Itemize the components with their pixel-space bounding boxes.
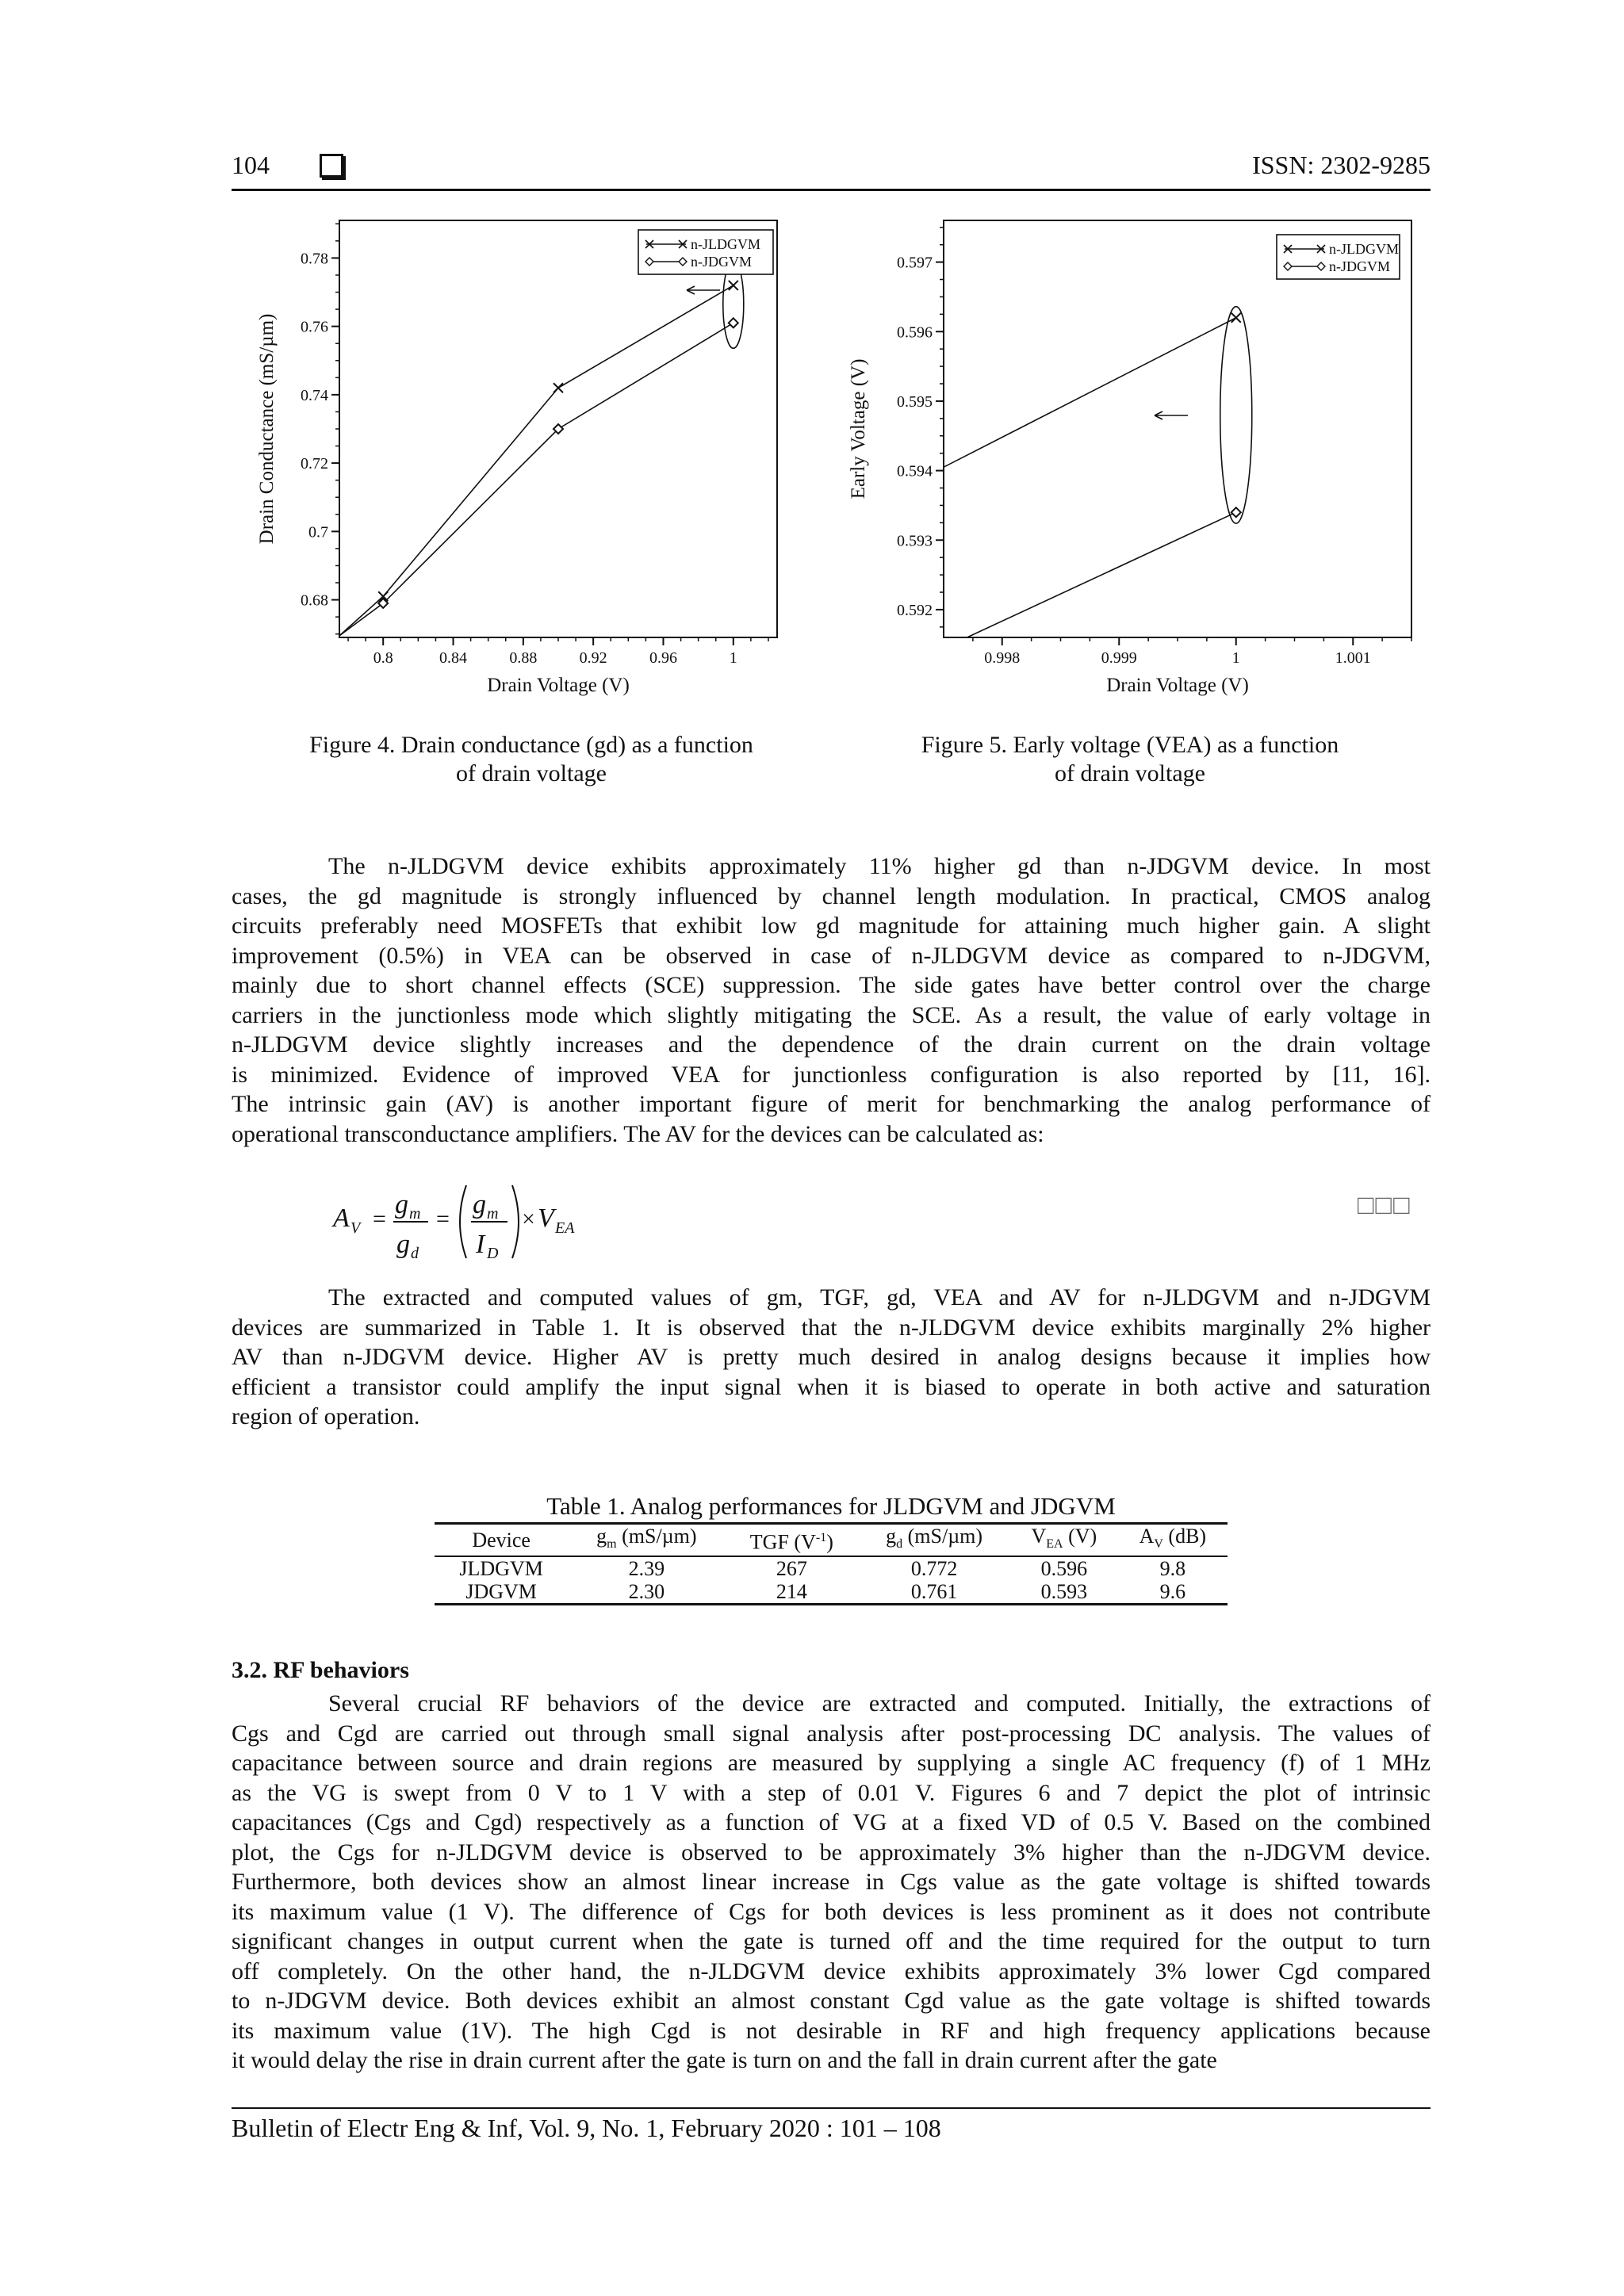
x-tick-label: 0.999	[1101, 649, 1137, 667]
plot-area	[339, 260, 744, 636]
svg-text:D: D	[487, 1245, 499, 1262]
svg-text:=: =	[373, 1206, 386, 1232]
figure-4-caption: Figure 4. Drain conductance (gd) as a function of drain voltage	[309, 732, 753, 786]
svg-text:g: g	[395, 1190, 408, 1219]
table-cell: JDGVM	[435, 1580, 568, 1605]
legend-label: n-JLDGVM	[691, 236, 760, 252]
y-tick-label: 0.593	[897, 532, 933, 550]
table-cell: 0.593	[1010, 1580, 1118, 1605]
x-tick-label: 0.88	[509, 649, 538, 667]
text-line: circuits preferably need MOSFETs that exhibit low gd magnitude for attaining much higher gain. A slight	[232, 913, 1431, 939]
header-vea: $V_{EA}$ (V)	[1010, 1524, 1118, 1557]
plot-area	[944, 307, 1252, 637]
table-cell: 0.772	[910, 1557, 958, 1581]
y-tick-label: 0.78	[301, 250, 328, 268]
text-line: efficient a transistor could amplify the input signal when it is biased to operate in both active and saturation	[232, 1373, 1431, 1400]
table-header-row	[435, 1524, 1228, 1557]
footer-rule	[232, 2107, 1431, 2109]
text-line: capacitances (Cgs and Cgd) respectively as a function of VG at a fixed VD of 0.5 V. Based on the combined	[232, 1809, 1431, 1835]
x-tick-label: 0.84	[439, 649, 468, 667]
series-line-n-JDGVM	[967, 512, 1236, 637]
header-tgf: TGF $(V^{-1})$	[725, 1524, 858, 1557]
y-tick-label: 0.595	[897, 392, 933, 411]
highlight-ellipse	[1220, 307, 1252, 523]
x-tick-label: 1	[729, 649, 737, 667]
table-cell: JLDGVM	[459, 1557, 543, 1581]
table-cell: 267	[776, 1557, 807, 1581]
point-x-marker	[729, 281, 738, 290]
x-axis-label: Drain Voltage (V)	[1106, 675, 1249, 696]
table-1	[435, 1522, 1228, 1605]
table-cell: 214	[725, 1580, 858, 1605]
equation-av	[317, 1169, 634, 1272]
text-line: Cgs and Cgd are carried out through small signal analysis after post-processing DC analysis. The values of	[232, 1720, 1431, 1747]
y-tick-label: 0.596	[897, 323, 933, 342]
svg-text:m: m	[487, 1205, 499, 1223]
table-cell: 9.8	[1159, 1557, 1186, 1581]
svg-text:×: ×	[522, 1206, 535, 1232]
svg-text:d: d	[411, 1245, 419, 1262]
text-line: The n-JLDGVM device exhibits approximately 11% higher gd than n-JDGVM device. In most	[328, 853, 1431, 879]
y-tick-label: 0.7	[308, 523, 328, 541]
svg-text:V: V	[538, 1203, 554, 1233]
text-line: is minimized. Evidence of improved VEA for junctionless configuration is also reported by [11, 16].	[232, 1061, 1431, 1088]
svg-text:g: g	[396, 1230, 410, 1259]
paragraph-2	[232, 1283, 1431, 1432]
text-line: significant changes in output current when the gate is turned off and the time required for the output to turn	[232, 1928, 1431, 1954]
text-line: devices are summarized in Table 1. It is observed that the n-JLDGVM device exhibits marginally 2% higher	[232, 1314, 1431, 1341]
text-line: mainly due to short channel effects (SCE) suppression. The side gates have better control over the charge	[232, 972, 1431, 998]
svg-text:A: A	[333, 1203, 350, 1233]
y-axis-label: Drain Conductance (mS/µm)	[256, 313, 278, 545]
left-arrow-annotation	[687, 286, 720, 294]
table-cell: 0.761	[858, 1580, 1010, 1605]
text-line: AV than n-JDGVM device. Higher AV is pretty much desired in analog designs because it implies how	[232, 1344, 1431, 1370]
svg-text:I: I	[476, 1230, 485, 1259]
header-gd: $g_d$ (mS/µm)	[858, 1524, 1010, 1557]
series-line-n-JLDGVM	[339, 285, 733, 636]
text-line: off completely. On the other hand, the n-JLDGVM device exhibits approximately 3% lower Cgd compared	[232, 1957, 1431, 1984]
y-tick-label: 0.74	[301, 386, 328, 404]
page-number: 104	[232, 151, 270, 179]
figure-5-caption: Figure 5. Early voltage (VEA) as a function of drain voltage	[921, 732, 1339, 786]
table-row	[435, 1556, 1228, 1580]
x-tick-label: 0.92	[579, 649, 607, 667]
text-line: The extracted and computed values of gm, TGF, gd, VEA and AV for n-JLDGVM and n-JDGVM	[328, 1284, 1431, 1311]
text-line: carriers in the junctionless mode which slightly mitigating the SCE. As a result, the value of early voltage in	[232, 1001, 1431, 1028]
text-line: capacitance between source and drain regions are measured by supplying a single AC frequency (f) of 1 MHz	[232, 1750, 1431, 1776]
y-axis-label: Early Voltage (V)	[848, 358, 869, 499]
x-tick-label: 1	[1231, 649, 1240, 667]
header-device: Device	[435, 1524, 568, 1557]
x-axis-label: Drain Voltage (V)	[487, 675, 630, 696]
section-heading: 3.2. RF behaviors	[232, 1657, 409, 1683]
text-line: cases, the gd magnitude is strongly influenced by channel length modulation. In practical, CMOS analog	[232, 882, 1431, 909]
text-line: operational transconductance amplifiers. The AV for the devices can be calculated as:	[232, 1120, 1044, 1147]
text-line: region of operation.	[232, 1403, 420, 1429]
paragraph-3	[232, 1689, 1431, 2076]
table-cell: 0.596	[1040, 1557, 1088, 1581]
text-line: plot, the Cgs for n-JLDGVM device is observed to be approximately 3% higher than the n-JDGVM device.	[232, 1839, 1431, 1866]
table-1-caption: Table 1. Analog performances for JLDGVM and JDGVM	[546, 1492, 1116, 1520]
figure-4-chart	[246, 206, 833, 714]
table-cell: 9.6	[1118, 1580, 1228, 1605]
header-square-icon	[320, 154, 343, 178]
figure-5-chart	[841, 206, 1427, 714]
x-tick-label: 0.8	[373, 649, 393, 667]
legend-label: n-JDGVM	[1329, 258, 1391, 274]
text-line: improvement (0.5%) in VEA can be observed in case of n-JLDGVM device as compared to n-JDGVM,	[232, 942, 1431, 969]
point-x-marker	[553, 383, 563, 392]
series-line-n-JLDGVM	[944, 318, 1236, 467]
text-line: its maximum value (1 V). The difference of Cgs for both devices is less prominent as it does not contribute	[232, 1898, 1431, 1925]
svg-text:EA: EA	[555, 1219, 575, 1237]
header-av: $A_V$ (dB)	[1118, 1524, 1228, 1557]
x-tick-label: 0.998	[984, 649, 1021, 667]
equation-number: □□□	[1358, 1191, 1411, 1220]
point-diamond-marker	[1231, 507, 1241, 517]
y-tick-label: 0.72	[301, 455, 328, 473]
svg-text:V: V	[350, 1219, 361, 1237]
svg-text:g: g	[473, 1190, 486, 1219]
x-tick-label: 1.001	[1335, 649, 1371, 667]
x-tick-label: 0.96	[649, 649, 677, 667]
issn: ISSN: 2302-9285	[1252, 151, 1431, 179]
y-tick-label: 0.76	[301, 318, 328, 336]
table-row	[435, 1580, 1228, 1605]
text-line: n-JLDGVM device slightly increases and the dependence of the drain current on the drain voltage	[232, 1031, 1431, 1058]
legend-label: n-JDGVM	[691, 254, 753, 270]
text-line: The intrinsic gain (AV) is another important figure of merit for benchmarking the analog performance of	[232, 1091, 1431, 1117]
text-line: Several crucial RF behaviors of the device are extracted and computed. Initially, the extractions of	[328, 1690, 1431, 1716]
svg-text:m: m	[409, 1205, 421, 1223]
text-line: Furthermore, both devices show an almost linear increase in Cgs value as the gate voltage is shifted towards	[232, 1869, 1431, 1895]
svg-text:=: =	[436, 1206, 450, 1232]
y-tick-label: 0.68	[301, 591, 328, 610]
y-tick-label: 0.592	[897, 601, 933, 619]
header-gm: $g_m$ (mS/µm)	[568, 1524, 725, 1557]
table-cell: 2.39	[628, 1557, 665, 1581]
y-tick-label: 0.597	[897, 254, 933, 272]
text-line: as the VG is swept from 0 V to 1 V with a step of 0.01 V. Figures 6 and 7 depict the plot of intrinsic	[232, 1779, 1431, 1806]
point-diamond-marker	[729, 318, 738, 327]
text-line: its maximum value (1V). The high Cgd is not desirable in RF and high frequency applications because	[232, 2017, 1431, 2044]
y-tick-label: 0.594	[897, 462, 933, 480]
plot-frame	[944, 220, 1411, 637]
table-cell: 2.30	[568, 1580, 725, 1605]
left-arrow-annotation	[1155, 411, 1188, 419]
text-line: it would delay the rise in drain current after the gate is turn on and the fall in drain current after the gate	[232, 2047, 1217, 2073]
text-line: to n-JDGVM device. Both devices exhibit an almost constant Cgd value as the gate voltage is shifted towards	[232, 1988, 1431, 2014]
header-rule	[232, 189, 1431, 191]
series-line-n-JDGVM	[339, 323, 733, 635]
paragraph-1	[232, 851, 1431, 1149]
footer-citation: Bulletin of Electr Eng & Inf, Vol. 9, No. 1, February 2020 : 101 – 108	[232, 2114, 941, 2142]
point-x-marker	[1231, 313, 1241, 323]
legend-label: n-JLDGVM	[1329, 241, 1399, 257]
